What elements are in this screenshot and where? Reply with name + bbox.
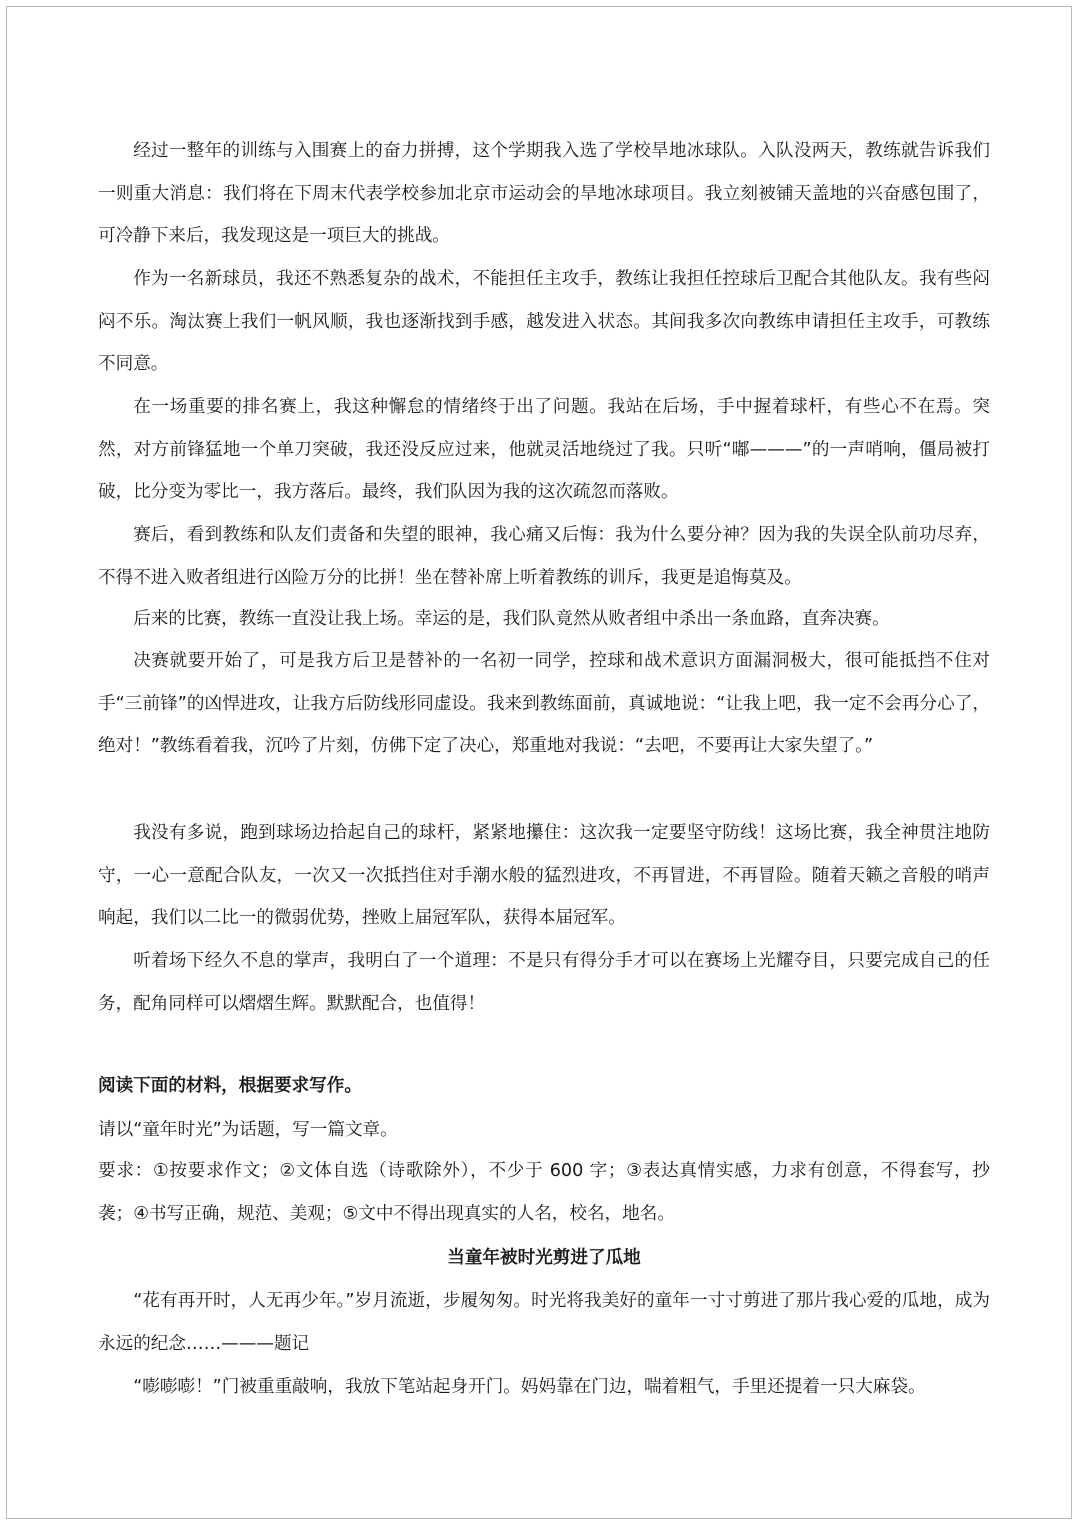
essay1-paragraph-3: 在一场重要的排名赛上，我这种懈怠的情绪终于出了问题。我站在后场，手中握着球杆，有些心不在焉。突然，对方前锋猛地一个单刀突破，我还没反应过来，他就灵活地绕过了我。只听“嘟———”的一声哨响，僵局被打破，比分变为零比一，我方落后。最终，我们队因为我的这次疏忽而落败。: [98, 397, 991, 502]
essay2-title: 当童年被时光剪进了瓜地: [447, 1248, 641, 1268]
essay1-paragraph-8: 听着场下经久不息的掌声，我明白了一个道理：不是只有得分手才可以在赛场上光耀夺目，只要完成自己的任务，配角同样可以熠熠生辉。默默配合，也值得！: [98, 951, 990, 1014]
prompt-requirements: 要求：①按要求作文；②文体自选（诗歌除外），不少于 600 字；③表达真情实感，力求有创意，不得套写，抄袭；④书写正确，规范、美观；⑤文中不得出现真实的人名，校名，地名。: [98, 1161, 990, 1224]
essay2-paragraph-2: “嘭嘭嘭！”门被重重敲响，我放下笔站起身开门。妈妈靠在门边，喘着粗气，手里还提着一只大麻袋。: [133, 1377, 926, 1397]
essay1-paragraph-2: 作为一名新球员，我还不熟悉复杂的战术，不能担任主攻手，教练让我担任控球后卫配合其他队友。我有些闷闷不乐。淘汰赛上我们一帆风顺，我也逐渐找到手感，越发进入状态。其间我多次向教练申请担任主攻手，可教练不同意。: [98, 269, 990, 374]
essay1-paragraph-7: 我没有多说，跑到球场边拾起自己的球杆，紧紧地攥住：这次我一定要坚守防线！这场比赛，我全神贯注地防守，一心一意配合队友，一次又一次抵挡住对手潮水般的猛烈进攻，不再冒进，不再冒险。随着天籁之音般的哨声响起，我们以二比一的微弱优势，挫败上届冠军队，获得本届冠军。: [98, 823, 990, 928]
essay1-paragraph-1: 经过一整年的训练与入围赛上的奋力拼搏，这个学期我入选了学校旱地冰球队。入队没两天，教练就告诉我们一则重大消息：我们将在下周末代表学校参加北京市运动会的旱地冰球项目。我立刻被铺天盖地的兴奋感包围了，可冷静下来后，我发现这是一项巨大的挑战。: [98, 141, 990, 246]
prompt-topic: 请以“童年时光”为话题，写一篇文章。: [98, 1120, 398, 1140]
essay1-paragraph-6: 决赛就要开始了，可是我方后卫是替补的一名初一同学，控球和战术意识方面漏洞极大，很可能抵挡不住对手“三前锋”的凶悍进攻，让我方后防线形同虚设。我来到教练面前，真诚地说：“让我上吧，我一定不会再分心了，绝对！”教练看着我，沉吟了片刻，仿佛下定了决心，郑重地对我说：“去吧，不要再让大家失望了。”: [98, 651, 990, 756]
prompt-heading: 阅读下面的材料，根据要求写作。: [98, 1076, 362, 1096]
essay2-paragraph-1: “花有再开时，人无再少年。”岁月流逝，步履匆匆。时光将我美好的童年一寸寸剪进了那片我心爱的瓜地，成为永远的纪念……———题记: [98, 1291, 990, 1354]
essay1-paragraph-5: 后来的比赛，教练一直没让我上场。幸运的是，我们队竟然从败者组中杀出一条血路，直奔决赛。: [133, 609, 890, 629]
essay1-paragraph-4: 赛后，看到教练和队友们责备和失望的眼神，我心痛又后悔：我为什么要分神？因为我的失误全队前功尽弃，不得不进入败者组进行凶险万分的比拼！坐在替补席上听着教练的训斥，我更是追悔莫及。: [98, 525, 990, 588]
